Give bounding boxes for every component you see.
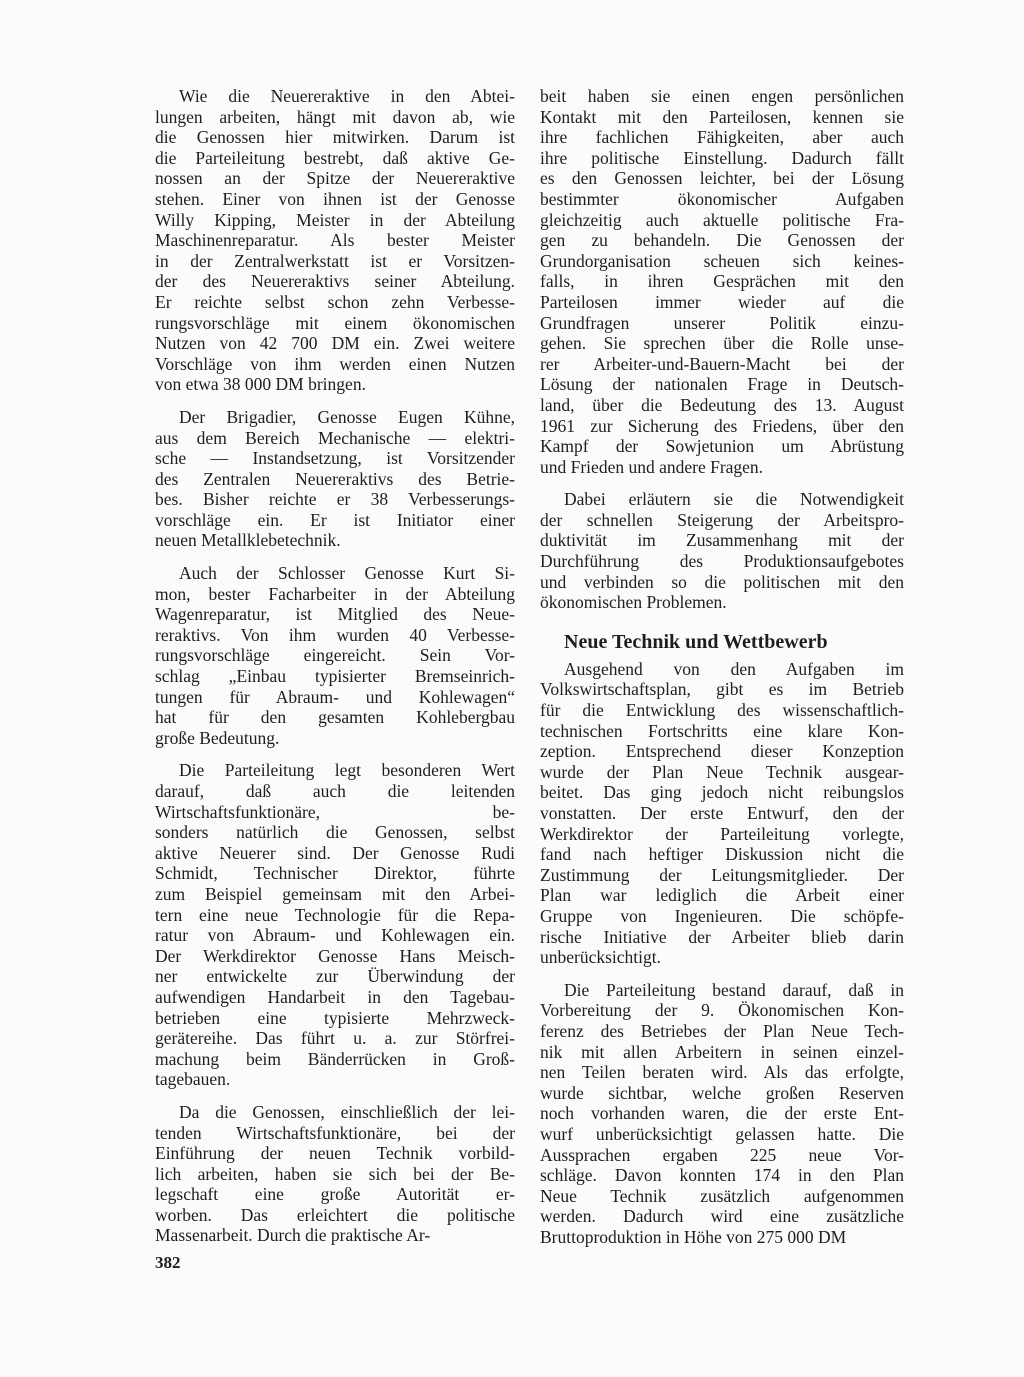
text-line: Dabei erläutern sie die Notwendigkeit [564,489,904,510]
text-line: Auch der Schlosser Genosse Kurt Si- [179,563,515,584]
text-line: neuen Metallklebetechnik. [155,530,341,551]
text-line: die Parteileitung bestrebt, daß aktive Ge- [155,147,515,168]
paragraph [155,86,515,395]
text-line: tern eine neue Technologie für die Repa- [155,904,515,925]
text-line: Willy Kipping, Meister in der Abteilung [155,209,515,230]
paragraph [540,980,904,1248]
paragraph [155,407,515,551]
text-line: Zustimmung der Leitungsmitglieder. Der [540,864,904,885]
text-line: wurde sichtbar, welche großen Reserven [540,1082,904,1103]
text-line: ihre politische Einstellung. Dadurch fällt [540,147,904,168]
text-line: schlag „Einbau typisierter Bremseinrich- [155,666,515,687]
text-line: ner entwickelte zur Überwindung der [155,966,515,987]
text-line: Aussprachen ergaben 225 neue Vor- [540,1144,904,1165]
text-line: Die Parteileitung bestand darauf, daß in [564,979,904,1000]
text-line: Gruppe von Ingenieuren. Die schöpfe- [540,905,904,926]
paragraph [155,1102,515,1246]
text-line: sche — Instandsetzung, ist Vorsitzender [155,448,515,469]
text-line: der des Neuereraktivs seiner Abteilung. [155,271,515,292]
text-line: gerätereihe. Das führt u. a. zur Störfrei- [155,1028,515,1049]
left-column [155,86,515,1246]
page-number: 382 [155,1253,181,1272]
section-heading: Neue Technik und Wettbewerb [564,630,828,653]
text-line: nen Teilen beraten wird. Als das erfolgte, [540,1062,904,1083]
text-line: für die Entwicklung des wissenschaftlich- [540,700,904,721]
paragraph [540,659,904,968]
text-line: Nutzen von 42 700 DM ein. Zwei weitere [155,333,515,354]
text-line: Bruttoproduktion in Höhe von 275 000 DM [540,1226,847,1247]
text-line: Wie die Neuereraktive in den Abtei- [179,86,515,106]
text-line: ferenz des Betriebes der Plan Neue Tech- [540,1020,904,1041]
text-line: der schnellen Steigerung der Arbeitspro- [540,509,904,530]
text-line: beitet. Das ging jedoch nicht reibungslos [540,782,904,803]
text-line: vonstatten. Der erste Entwurf, den der [540,803,904,823]
text-line: sonders natürlich die Genossen, selbst [155,822,515,843]
text-line: bestimmter ökonomischer Aufgaben [540,188,904,209]
text-line: rungsvorschläge mit einem ökonomischen [155,312,515,333]
text-line: betrieben eine typisierte Mehrzweck- [155,1007,515,1028]
text-line: Da die Genossen, einschließlich der lei- [179,1101,515,1122]
text-line: fand nach heftiger Diskussion nicht die [540,844,904,865]
text-line: es den Genossen leichter, bei der Lösung [540,168,904,189]
text-line: ratur von Abraum- und Kohlewagen ein. [155,925,515,946]
text-line: bes. Bisher reichte er 38 Verbesserungs- [155,489,515,510]
text-line: rische Initiative der Arbeiter blieb darin [540,926,904,947]
text-line: worben. Das erleichtert die politische [155,1204,515,1225]
text-line: gleichzeitig auch aktuelle politische Fra- [540,209,904,230]
text-line: Massenarbeit. Durch die praktische Ar- [155,1225,431,1246]
text-line: falls, in ihren Gesprächen mit den [540,271,904,292]
text-line: technischen Fortschritts eine klare Kon- [540,720,904,741]
text-line: tenden Wirtschaftsfunktionäre, bei der [155,1122,515,1143]
text-line: große Bedeutung. [155,727,280,748]
text-line: Ausgehend von den Aufgaben im [564,658,904,679]
text-line: ihre fachlichen Fähigkeiten, aber auch [540,127,904,148]
text-line: Parteilosen immer wieder auf die [540,291,904,312]
right-column [540,86,904,1247]
text-line: vorschläge ein. Er ist Initiator einer [155,509,515,530]
text-line: rungsvorschläge eingereicht. Sein Vor- [155,645,515,666]
text-line: lich arbeiten, haben sie sich bei der Be- [155,1163,515,1184]
text-line: stehen. Einer von ihnen ist der Genosse [155,188,515,209]
text-line: hat für den gesamten Kohlebergbau [155,707,515,728]
text-line: Vorschläge von ihm werden einen Nutzen [155,353,515,374]
text-line: nik mit allen Arbeitern in seinen einzel- [540,1041,904,1062]
text-line: Grundorganisation scheuen sich keines- [540,250,904,271]
paragraph [540,86,904,477]
text-line: Werkdirektor der Parteileitung vorlegte, [540,823,904,844]
paragraph [540,489,904,613]
text-line: die Genossen hier mitwirken. Darum ist [155,127,515,148]
text-line: wurde der Plan Neue Technik ausgear- [540,761,904,782]
text-line: des Zentralen Neuereraktivs des Betrie- [155,468,515,489]
text-line: legschaft eine große Autorität er- [155,1184,515,1205]
text-line: machung beim Bänderrücken in Groß- [155,1048,515,1069]
paragraph [155,563,515,748]
text-line: zeption. Entsprechend dieser Konzeption [540,741,904,762]
text-line: rer Arbeiter-und-Bauern-Macht bei der [540,353,904,374]
text-line: land, über die Bedeutung des 13. August [540,394,904,415]
text-line: 1961 zur Sicherung des Friedens, über den [540,415,904,436]
text-line: zum Beispiel gemeinsam mit den Arbei- [155,883,515,904]
text-line: nossen an der Spitze der Neuereraktive [155,168,515,189]
text-line: Grundfragen unserer Politik einzu- [540,312,904,333]
text-line: Lösung der nationalen Frage in Deutsch- [540,374,904,395]
text-line: von etwa 38 000 DM bringen. [155,374,366,395]
text-line: Neue Technik zusätzlich aufgenommen [540,1185,904,1206]
text-line: Er reichte selbst schon zehn Verbesse- [155,291,515,312]
text-line: Der Brigadier, Genosse Eugen Kühne, [179,406,515,427]
text-line: Einführung der neuen Technik vorbild- [155,1143,515,1164]
text-line: Kontakt mit den Parteilosen, kennen sie [540,106,904,127]
text-line: gen zu behandeln. Die Genossen der [540,230,904,251]
text-line: beit haben sie einen engen persönlichen [540,86,904,106]
text-line: tagebauen. [155,1069,231,1090]
text-line: in der Zentralwerkstatt ist er Vorsitzen- [155,250,515,271]
text-line: Wagenreparatur, ist Mitglied des Neue- [155,604,515,625]
text-line: noch vorhanden waren, die der erste Ent- [540,1103,904,1124]
text-line: wurf unberücksichtigt gelassen hatte. Die [540,1123,904,1144]
text-line: aus dem Bereich Mechanische — elektri- [155,427,515,448]
paragraph [155,760,515,1090]
text-line: Schmidt, Technischer Direktor, führte [155,863,515,884]
text-line: aufwendigen Handarbeit in den Tagebau- [155,986,515,1007]
text-line: unberücksichtigt. [540,947,662,968]
text-line: Kampf der Sowjetunion um Abrüstung [540,436,904,457]
text-line: darauf, daß auch die leitenden [155,781,515,801]
text-line: Durchführung des Produktionsaufgebotes [540,551,904,572]
text-line: werden. Dadurch wird eine zusätzliche [540,1206,904,1227]
text-line: mon, bester Facharbeiter in der Abteilung [155,583,515,604]
text-line: Volkswirtschaftsplan, gibt es im Betrieb [540,679,904,700]
text-line: lungen arbeiten, hängt mit davon ab, wie [155,106,515,127]
text-line: reraktivs. Von ihm wurden 40 Verbesse- [155,624,515,645]
text-line: und verbinden so die politischen mit den [540,571,904,592]
text-line: ökonomischen Problemen. [540,592,727,613]
text-line: Der Werkdirektor Genosse Hans Meisch- [155,945,515,966]
text-line: duktivität im Zusammenhang mit der [540,530,904,551]
text-line: Vorbereitung der 9. Ökonomischen Kon- [540,1000,904,1021]
text-line: Plan war lediglich die Arbeit einer [540,885,904,906]
text-line: Wirtschaftsfunktionäre, be- [155,801,515,822]
text-line: aktive Neuerer sind. Der Genosse Rudi [155,842,515,863]
text-line: tungen für Abraum- und Kohlewagen“ [155,686,515,707]
text-line: gehen. Sie sprechen über die Rolle unse- [540,333,904,354]
text-line: Die Parteileitung legt besonderen Wert [179,760,515,781]
text-line: Maschinenreparatur. Als bester Meister [155,230,515,251]
text-line: und Frieden und andere Fragen. [540,456,764,477]
text-line: schläge. Davon konnten 174 in den Plan [540,1165,904,1186]
